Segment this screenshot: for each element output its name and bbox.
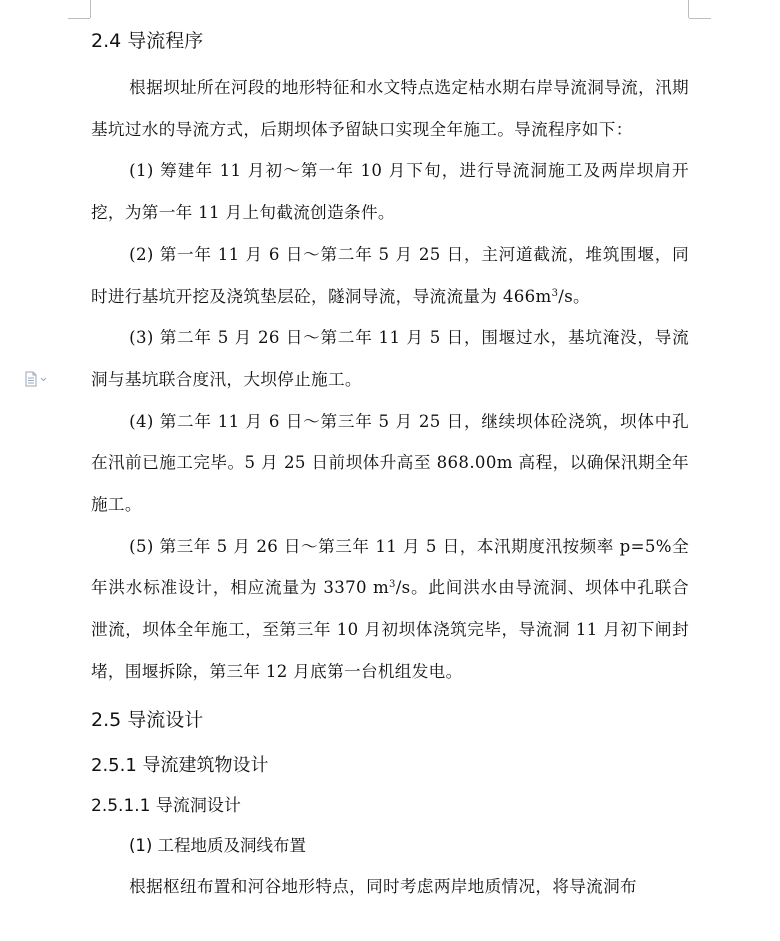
- item-2-text: (2) 第一年 11 月 6 日～第二年 5 月 25 日，主河道截流，堆筑围堰，同时进行基坑开挖及浇筑垫层砼，隧洞导流，导流流量为 466m: [91, 244, 689, 306]
- crop-mark-top-left-vertical: [90, 0, 91, 18]
- section-2-4-item-1: (1) 筹建年 11 月初～第一年 10 月下旬，进行导流洞施工及两岸坝肩开挖，为第一年 11 月上旬截流创造条件。: [91, 161, 689, 223]
- section-2-5-1-title: 2.5.1 导流建筑物设计: [91, 754, 269, 776]
- section-2-5-1-1-paragraph: 根据枢纽布置和河谷地形特点，同时考虑两岸地质情况，将导流洞布: [129, 877, 637, 897]
- section-2-4-item-2: [91, 234, 689, 317]
- item-2-superscript: 3: [551, 287, 559, 299]
- crop-mark-top-right-horizontal: [689, 18, 711, 19]
- item-5-text: (5) 第三年 5 月 26 日～第三年 11 月 5 日，本汛期度汛按频率 p=5%全年洪水标准设计，相应流量为 3370 m: [91, 536, 689, 598]
- section-2-4-item-4: (4) 第二年 11 月 6 日～第三年 5 月 25 日，继续坝体砼浇筑，坝体中孔在汛前已施工完毕。5 月 25 日前坝体升高至 868.00m 高程，以确保汛期全年施工。: [91, 411, 689, 515]
- crop-mark-top-right-vertical: [688, 0, 689, 18]
- section-2-4-item-3: (3) 第二年 5 月 26 日～第二年 11 月 5 日，围堰过水，基坑淹没，导流洞与基坑联合度汛，大坝停止施工。: [91, 328, 689, 389]
- item-5-superscript: 3: [389, 579, 396, 591]
- section-2-4-intro: 根据坝址所在河段的地形特征和水文特点选定枯水期右岸导流洞导流，汛期基坑过水的导流方式，后期坝体予留缺口实现全年施工。导流程序如下：: [91, 78, 689, 139]
- document-icon[interactable]: [24, 371, 50, 387]
- item-2-text-end: /s。: [558, 286, 590, 306]
- section-2-4-title: 2.4 导流程序: [91, 30, 204, 52]
- crop-mark-top-left-horizontal: [68, 18, 90, 19]
- section-2-5-title: 2.5 导流设计: [91, 708, 204, 731]
- section-2-5-1-1-title: 2.5.1.1 导流洞设计: [91, 795, 241, 816]
- section-2-5-1-1-subheading: (1) 工程地质及洞线布置: [128, 835, 307, 855]
- document-page: [91, 22, 689, 908]
- item-5-text-end: /s。此间洪水由导流洞、坝体中孔联合泄流，坝体全年施工，至第三年 10 月初坝体浇筑完毕，导流洞 11 月初下闸封堵，围堰拆除，第三年 12 月底第一台机组发电。: [91, 578, 689, 681]
- section-2-4-item-5: [91, 526, 689, 693]
